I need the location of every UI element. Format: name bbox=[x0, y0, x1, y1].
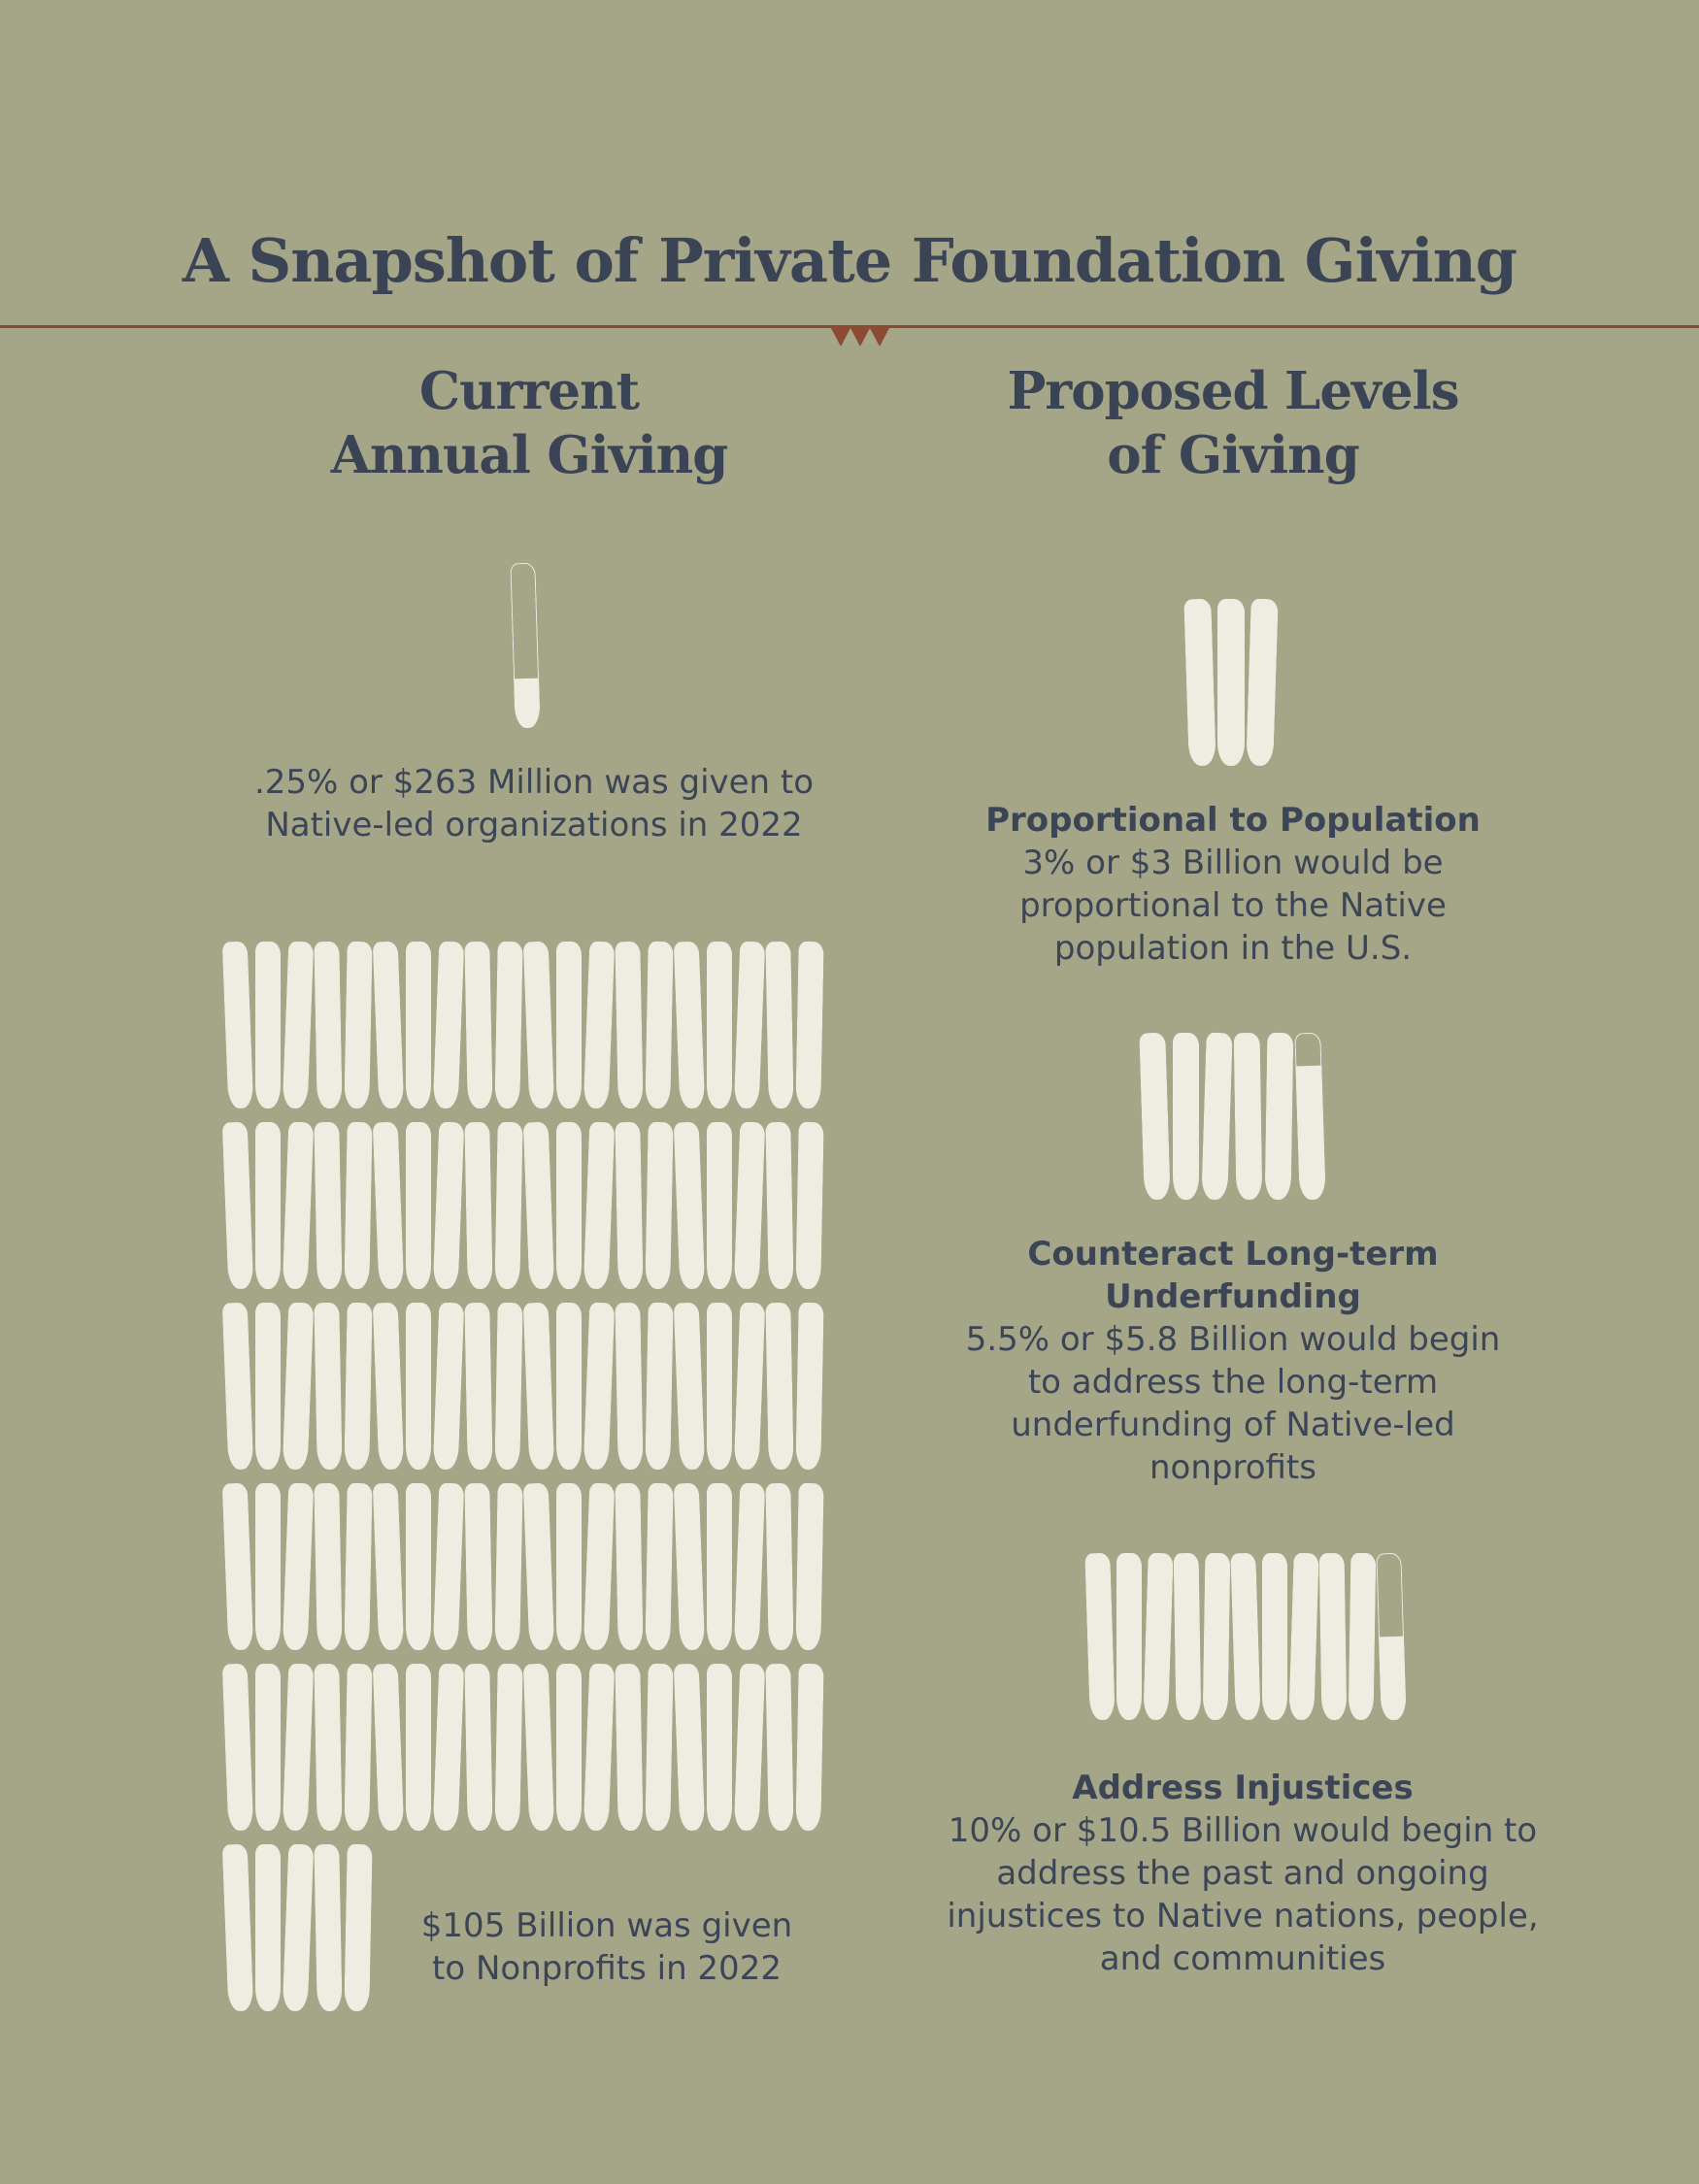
feather-icon bbox=[494, 1483, 522, 1650]
feather-icon bbox=[1217, 599, 1245, 766]
feather-icon bbox=[433, 1303, 465, 1471]
feather-icon bbox=[795, 1483, 823, 1650]
feather-icon bbox=[583, 1664, 616, 1832]
feather-icon bbox=[222, 942, 254, 1109]
feather-icon bbox=[255, 1303, 281, 1470]
feather-icon bbox=[645, 1483, 673, 1650]
page-title: A Snapshot of Private Foundation Giving bbox=[182, 225, 1517, 296]
feather-icon bbox=[314, 1122, 342, 1289]
feather-icon bbox=[222, 1303, 254, 1471]
feather-icon bbox=[645, 1664, 673, 1831]
feather-icon bbox=[1376, 1553, 1406, 1721]
nonprofits-caption: $105 Billion was given to Nonprofits in 2022 bbox=[420, 1906, 793, 1988]
feather-icon bbox=[556, 1483, 582, 1650]
feather-icon bbox=[674, 1303, 706, 1471]
feather-icon bbox=[523, 942, 555, 1109]
feather-icon bbox=[373, 1122, 405, 1290]
feather-icon bbox=[464, 1122, 492, 1289]
feather-icon bbox=[583, 942, 616, 1109]
feather-icon bbox=[765, 942, 793, 1109]
feather-icon bbox=[373, 942, 405, 1109]
triangle-divider-icon bbox=[850, 328, 870, 347]
population-caption bbox=[951, 799, 1515, 970]
feather-icon bbox=[1288, 1553, 1318, 1721]
feather-icon bbox=[1265, 1033, 1294, 1200]
feather-icon bbox=[615, 1303, 643, 1470]
feather-icon bbox=[433, 1664, 465, 1832]
feather-icon bbox=[707, 1122, 732, 1289]
feather-icon bbox=[283, 1122, 315, 1290]
feather-icon bbox=[1234, 1033, 1263, 1200]
feather-icon bbox=[283, 1844, 315, 2012]
feather-icon bbox=[707, 1664, 732, 1831]
feather-icon bbox=[645, 1122, 673, 1289]
feather-icon bbox=[255, 1844, 281, 2011]
feather-icon bbox=[222, 1122, 254, 1290]
feather-icon bbox=[556, 942, 582, 1109]
feather-icon bbox=[433, 942, 465, 1109]
current-giving-heading: Current Annual Giving bbox=[330, 361, 728, 485]
feather-icon bbox=[1294, 1033, 1325, 1201]
feather-icon bbox=[556, 1122, 582, 1289]
feather-icon bbox=[674, 942, 706, 1109]
feather-icon bbox=[615, 1664, 643, 1831]
feather-icon bbox=[795, 942, 823, 1109]
feather-icon bbox=[674, 1483, 706, 1651]
feather-icon bbox=[1139, 1033, 1170, 1201]
feather-icon bbox=[1174, 1553, 1202, 1720]
feather-icon bbox=[222, 1483, 254, 1651]
feather-icon bbox=[583, 1483, 616, 1651]
feather-icon bbox=[707, 1483, 732, 1650]
feather-icon bbox=[1230, 1553, 1260, 1721]
feather-icon bbox=[1173, 1033, 1199, 1200]
feather-icon bbox=[734, 942, 766, 1109]
feather-icon bbox=[464, 1303, 492, 1470]
feather-icon bbox=[464, 1483, 492, 1650]
injustices-caption bbox=[942, 1767, 1544, 1980]
feather-icon bbox=[1262, 1553, 1287, 1720]
feather-icon bbox=[314, 1844, 342, 2011]
feather-icon bbox=[222, 1664, 254, 1832]
feather-icon bbox=[1201, 1033, 1232, 1201]
feather-icon bbox=[283, 1303, 315, 1471]
feather-icon bbox=[674, 1664, 706, 1832]
feather-icon bbox=[283, 1664, 315, 1832]
feather-icon bbox=[1203, 1553, 1231, 1720]
feather-icon bbox=[615, 1122, 643, 1289]
feather-icon bbox=[433, 1122, 465, 1290]
feather-icon bbox=[765, 1122, 793, 1289]
feather-icon bbox=[314, 1664, 342, 1831]
feather-icon bbox=[344, 942, 372, 1109]
feather-icon bbox=[1084, 1553, 1115, 1721]
feather-icon bbox=[510, 563, 540, 729]
feather-icon bbox=[344, 1483, 372, 1650]
feather-icon bbox=[1143, 1553, 1173, 1721]
feather-icon bbox=[464, 1664, 492, 1831]
feather-icon bbox=[373, 1664, 405, 1832]
feather-icon bbox=[373, 1303, 405, 1471]
feather-icon bbox=[255, 1664, 281, 1831]
feather-icon bbox=[583, 1122, 616, 1290]
feather-icon bbox=[1116, 1553, 1142, 1720]
underfunding-caption bbox=[961, 1233, 1505, 1489]
feather-icon bbox=[615, 942, 643, 1109]
feather-icon bbox=[255, 1122, 281, 1289]
underfunding-label: Counteract Long-term Underfunding bbox=[1027, 1235, 1439, 1316]
feather-icon bbox=[795, 1303, 823, 1470]
feather-icon bbox=[707, 1303, 732, 1470]
feather-icon bbox=[433, 1483, 465, 1651]
feather-icon bbox=[494, 1122, 522, 1289]
feather-icon bbox=[523, 1303, 555, 1471]
triangle-divider-icon bbox=[831, 328, 850, 347]
feather-icon bbox=[734, 1664, 766, 1832]
triangle-divider-icon bbox=[870, 328, 889, 347]
feather-icon bbox=[406, 1483, 431, 1650]
feather-icon bbox=[406, 1664, 431, 1831]
feather-icon bbox=[1246, 599, 1278, 767]
feather-icon bbox=[344, 1122, 372, 1289]
feather-icon bbox=[494, 1664, 522, 1831]
feather-icon bbox=[494, 942, 522, 1109]
feather-icon bbox=[255, 942, 281, 1109]
feather-icon bbox=[523, 1483, 555, 1651]
native-led-caption: .25% or $263 Million was given to Native-led organizations in 2022 bbox=[253, 763, 815, 844]
feather-icon bbox=[795, 1664, 823, 1831]
feather-icon bbox=[406, 1303, 431, 1470]
feather-icon bbox=[283, 1483, 315, 1651]
underfunding-text: 5.5% or $5.8 Billion would begin to address the long-term underfunding of Native-led nonprofits bbox=[965, 1320, 1501, 1487]
feather-icon bbox=[583, 1303, 616, 1471]
feather-icon bbox=[406, 942, 431, 1109]
feather-icon bbox=[645, 942, 673, 1109]
feather-icon bbox=[1183, 599, 1216, 767]
feather-icon bbox=[255, 1483, 281, 1650]
population-text: 3% or $3 Billion would be proportional to the Native population in the U.S. bbox=[1019, 844, 1447, 968]
feather-icon bbox=[344, 1303, 372, 1470]
feather-icon bbox=[344, 1664, 372, 1831]
feather-icon bbox=[556, 1664, 582, 1831]
feather-icon bbox=[314, 1303, 342, 1470]
feather-icon bbox=[283, 942, 315, 1109]
feather-icon bbox=[795, 1122, 823, 1289]
feather-icon bbox=[615, 1483, 643, 1650]
feather-icon bbox=[344, 1844, 372, 2011]
feather-icon bbox=[734, 1303, 766, 1471]
feather-icon bbox=[1319, 1553, 1348, 1720]
feather-icon bbox=[765, 1664, 793, 1831]
feather-icon bbox=[556, 1303, 582, 1470]
feather-icon bbox=[222, 1844, 254, 2012]
injustices-label: Address Injustices bbox=[1072, 1769, 1414, 1807]
feather-icon bbox=[494, 1303, 522, 1470]
feather-icon bbox=[674, 1122, 706, 1290]
proposed-giving-heading: Proposed Levels of Giving bbox=[1007, 361, 1459, 485]
feather-icon bbox=[314, 942, 342, 1109]
feather-icon bbox=[734, 1122, 766, 1290]
feather-icon bbox=[523, 1122, 555, 1290]
population-label: Proportional to Population bbox=[985, 801, 1481, 840]
feather-icon bbox=[707, 942, 732, 1109]
feather-icon bbox=[373, 1483, 405, 1651]
injustices-text: 10% or $10.5 Billion would begin to address the past and ongoing injustices to Native nations, people, and communities bbox=[947, 1811, 1539, 1978]
feather-icon bbox=[765, 1303, 793, 1470]
feather-icon bbox=[406, 1122, 431, 1289]
feather-icon bbox=[645, 1303, 673, 1470]
feather-icon bbox=[314, 1483, 342, 1650]
feather-icon bbox=[464, 942, 492, 1109]
feather-icon bbox=[765, 1483, 793, 1650]
feather-icon bbox=[1349, 1553, 1377, 1720]
feather-icon bbox=[523, 1664, 555, 1832]
feather-icon bbox=[734, 1483, 766, 1651]
